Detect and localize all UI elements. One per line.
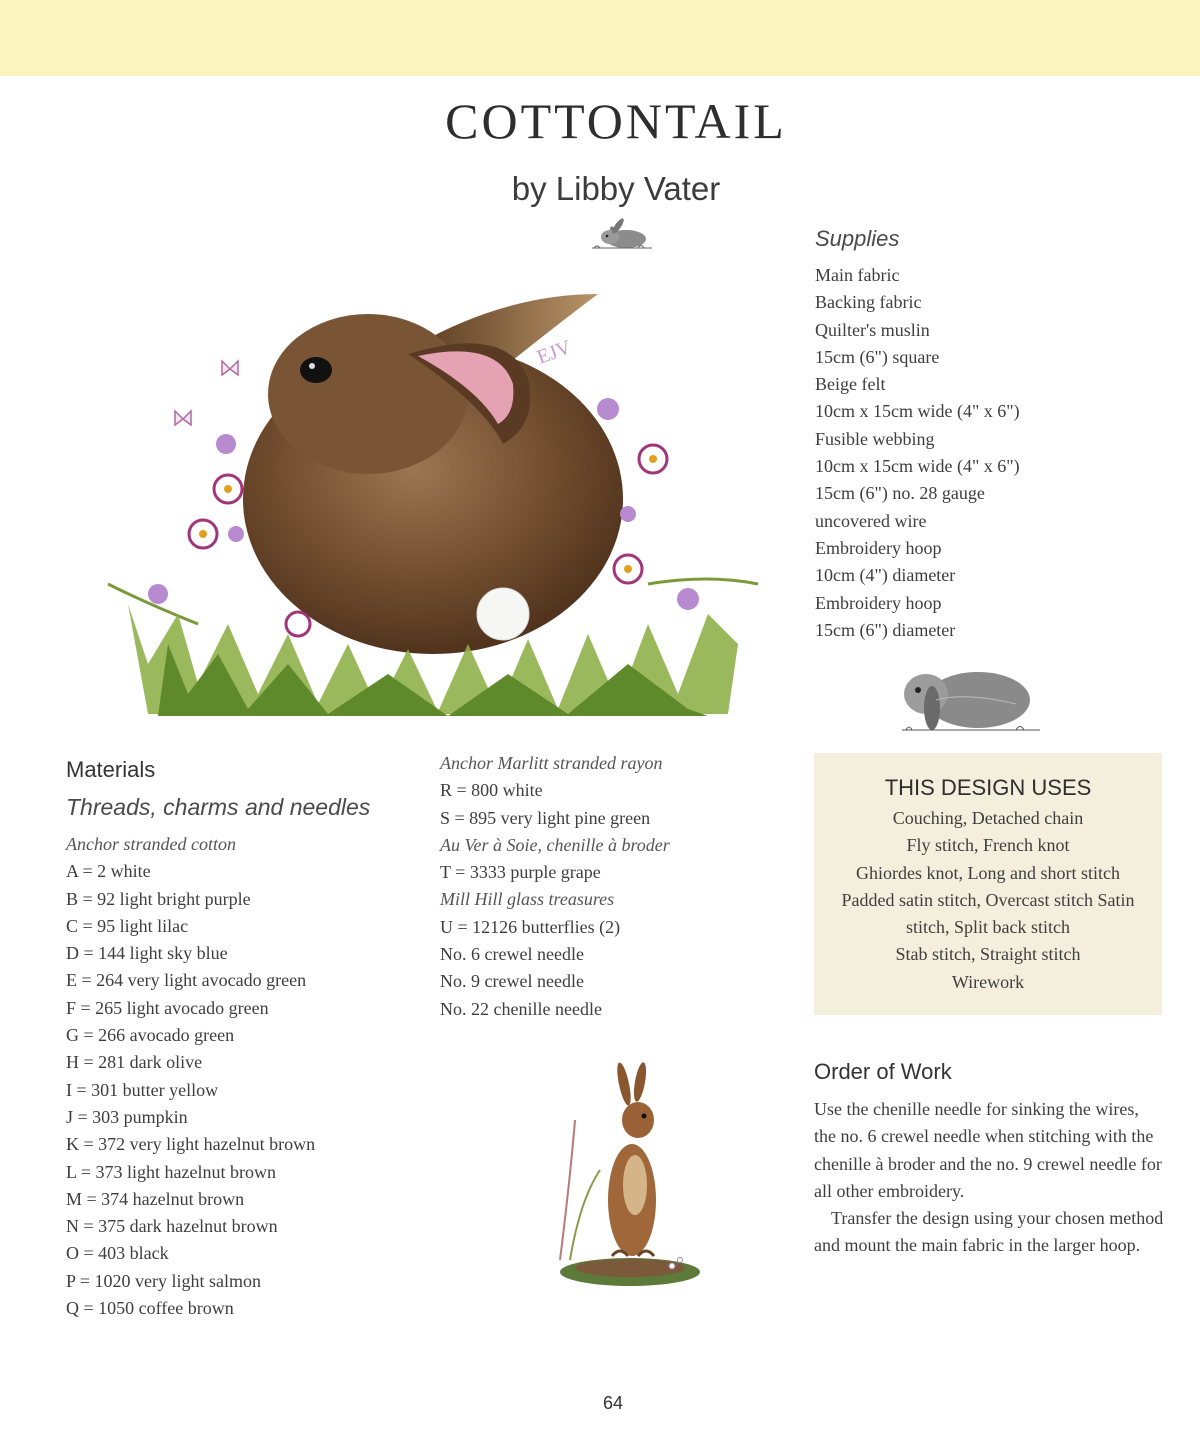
thread-item: O = 403 black [66,1243,169,1264]
supplies-item: uncovered wire [815,510,927,531]
needle-item: No. 22 chenille needle [440,998,602,1019]
order-paragraph: Transfer the design using your chosen method and mount the main fabric in the larger hoop. [814,1208,1164,1256]
supplies-item: 15cm (6") no. 28 gauge [815,483,985,504]
thread-item: A = 2 white [66,861,151,882]
supplies-item: 15cm (6") diameter [815,619,956,640]
materials-middle-column [440,750,670,1023]
thread-brand-heading: Anchor stranded cotton [66,834,236,854]
thread-brand-heading: Au Ver à Soie, chenille à broder [440,834,670,855]
supplies-item: 10cm x 15cm wide (4" x 6") [815,456,1020,477]
supplies-item: Embroidery hoop [815,592,942,613]
order-of-work-body [814,1096,1164,1260]
order-of-work-heading: Order of Work [814,1059,952,1084]
lop-rabbit-illustration [896,656,1046,736]
embroidered-initials: EJV [534,336,575,369]
stitch-line: stitch, Split back stitch [906,917,1070,938]
supplies-item: 15cm (6") square [815,346,940,367]
thread-item: I = 301 butter yellow [66,1079,219,1100]
materials-left-column [66,831,315,1322]
thread-item: J = 303 pumpkin [66,1106,188,1127]
thread-item: P = 1020 very light salmon [66,1270,261,1291]
supplies-item: Beige felt [815,374,886,395]
materials-heading: Materials [66,757,156,782]
design-uses-box [814,753,1162,1015]
thread-item: D = 144 light sky blue [66,943,228,964]
needle-item: No. 9 crewel needle [440,971,584,992]
stitch-line: Stab stitch, Straight stitch [895,944,1081,965]
top-color-band [0,0,1200,76]
small-rabbit-illustration [588,212,656,252]
stitch-list [814,805,1162,996]
thread-item: E = 264 very light avocado green [66,970,307,991]
needle-item: No. 6 crewel needle [440,944,584,965]
thread-item: M = 374 hazelnut brown [66,1188,245,1209]
thread-item: R = 800 white [440,780,543,801]
design-uses-heading: THIS DESIGN USES [884,775,1092,800]
thread-item: K = 372 very light hazelnut brown [66,1134,316,1155]
thread-item: G = 266 avocado green [66,1025,235,1046]
thread-item: H = 281 dark olive [66,1052,203,1073]
thread-brand-heading: Anchor Marlitt stranded rayon [440,753,663,773]
thread-item: C = 95 light lilac [66,915,189,936]
stitch-line: Fly stitch, French knot [906,835,1070,856]
supplies-item: Embroidery hoop [815,537,942,558]
stitch-line: Couching, Detached chain [892,808,1084,828]
supplies-item: Main fabric [815,265,900,285]
stitch-line: Padded satin stitch, Overcast stitch Satin [841,889,1135,910]
thread-item: U = 12126 butterflies (2) [440,916,621,937]
page-number: 64 [602,1393,624,1413]
supplies-list [815,262,1020,644]
order-paragraph: Use the chenille needle for sinking the wires, the no. 6 crewel needle when stitching with the chenille à broder and the no. 9 crewel needle for all other embroidery. [814,1099,1162,1201]
thread-item: N = 375 dark hazelnut brown [66,1216,278,1237]
supplies-heading: Supplies [815,226,900,251]
supplies-item: 10cm x 15cm wide (4" x 6") [815,401,1020,422]
threads-subheading: Threads, charms and needles [66,794,371,820]
supplies-item: Fusible webbing [815,428,935,449]
supplies-item: Backing fabric [815,292,922,313]
thread-item: T = 3333 purple grape [440,862,601,883]
stitch-line: Ghiordes knot, Long and short stitch [856,862,1120,883]
hare-illustration [540,1060,710,1290]
thread-item: S = 895 very light pine green [440,807,651,828]
page-title: COTTONTAIL [445,93,787,149]
cottontail-embroidery-image [88,284,768,724]
thread-item: F = 265 light avocado green [66,997,269,1018]
supplies-item: Quilter's muslin [815,319,930,340]
thread-item: L = 373 light hazelnut brown [66,1161,276,1182]
stitch-line: Wirework [951,971,1025,992]
thread-item: B = 92 light bright purple [66,888,251,909]
supplies-item: 10cm (4") diameter [815,565,956,586]
author-byline: by Libby Vater [511,170,721,207]
thread-brand-heading: Mill Hill glass treasures [440,889,615,910]
thread-item: Q = 1050 coffee brown [66,1298,234,1319]
